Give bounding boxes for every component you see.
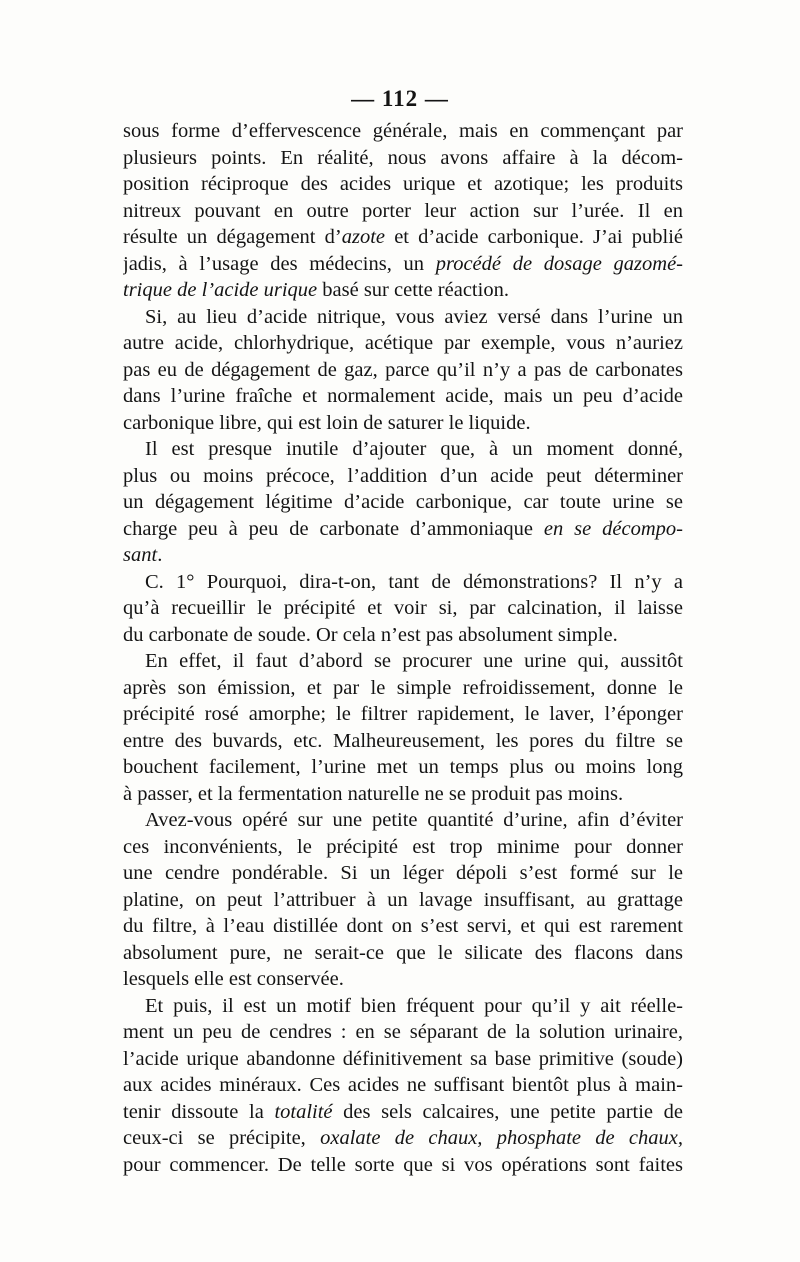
text-segment: charge peu à peu de carbonate d’ammoniaque xyxy=(123,517,544,540)
text-segment: qu’à recueillir le précipité et voir si, par calcination, il laisse xyxy=(123,597,683,619)
text-line xyxy=(123,754,683,781)
text-line xyxy=(123,1152,683,1179)
text-segment: à passer, et la fermentation naturelle ne se produit pas moins. xyxy=(123,782,624,805)
text-segment: position réciproque des acides urique et azotique; les produits xyxy=(123,173,683,195)
text-line xyxy=(123,966,683,993)
text-segment: absolument pure, ne serait-ce que le silicate des flacons dans xyxy=(123,941,683,964)
text-line xyxy=(123,1072,683,1099)
text-line xyxy=(123,516,683,543)
italic-text: en se décompo- xyxy=(543,517,683,540)
text-line xyxy=(123,940,683,967)
text-line xyxy=(123,171,683,198)
text-line xyxy=(123,357,683,384)
text-line xyxy=(123,569,683,596)
text-line xyxy=(123,807,683,834)
text-line xyxy=(123,781,683,808)
text-segment: l’acide urique abandonne définitivement sa base primitive (soude) xyxy=(123,1047,683,1070)
text-line xyxy=(123,913,683,940)
text-segment: nitreux pouvant en outre porter leur action sur l’urée. Il en xyxy=(123,199,683,222)
page-number: — 112 — xyxy=(351,86,449,111)
text-line xyxy=(123,1125,683,1152)
text-line xyxy=(123,198,683,225)
text-segment: Et puis, il est un motif bien fréquent pour qu’il y ait réelle- xyxy=(145,994,683,1017)
text-line xyxy=(123,728,683,755)
text-line xyxy=(123,118,683,145)
text-segment: entre des buvards, etc. Malheureusement, les pores du filtre se xyxy=(123,729,683,752)
text-segment: une cendre pondérable. Si un léger dépoli s’est formé sur le xyxy=(123,862,683,884)
text-line xyxy=(123,489,683,516)
text-segment: pour commencer. De telle sorte que si vos opérations sont faites xyxy=(123,1153,683,1176)
text-line xyxy=(123,675,683,702)
text-segment: aux acides minéraux. Ces acides ne suffisant bientôt plus à main- xyxy=(123,1074,683,1096)
text-segment: Si, au lieu d’acide nitrique, vous aviez versé dans l’urine un xyxy=(145,305,683,328)
text-line xyxy=(123,330,683,357)
text-line xyxy=(123,251,683,278)
text-line xyxy=(123,542,683,569)
text-segment: Il est presque inutile d’ajouter que, à un moment donné, xyxy=(145,438,683,460)
text-segment: lesquels elle est conservée. xyxy=(123,968,344,990)
text-line xyxy=(123,860,683,887)
text-line xyxy=(123,304,683,331)
text-segment: plusieurs points. En réalité, nous avons affaire à la décom- xyxy=(123,146,683,169)
text-segment: jadis, à l’usage des médecins, un xyxy=(123,252,436,275)
text-line xyxy=(123,993,683,1020)
italic-text: procédé de dosage gazomé- xyxy=(435,252,683,275)
body-text xyxy=(123,118,683,1178)
text-segment: un dégagement légitime d’acide carbonique, car toute urine se xyxy=(123,491,683,513)
text-segment: . xyxy=(157,544,163,566)
text-line xyxy=(123,1019,683,1046)
text-line xyxy=(123,887,683,914)
text-line xyxy=(123,224,683,251)
text-segment: dans l’urine fraîche et normalement acide, mais un peu d’acide xyxy=(123,385,683,407)
text-line xyxy=(123,834,683,861)
text-segment: résulte un dégagement d’ xyxy=(123,226,342,248)
text-segment: sous forme d’effervescence générale, mais en commençant par xyxy=(123,120,683,142)
text-line xyxy=(123,277,683,304)
text-segment: du filtre, à l’eau distillée dont on s’est servi, et qui est rarement xyxy=(123,915,683,937)
italic-text: oxalate de chaux, phosphate de chaux, xyxy=(320,1127,683,1149)
text-segment: platine, on peut l’attribuer à un lavage insuffisant, au grattage xyxy=(123,888,683,911)
text-segment: des sels calcaires, une petite partie de xyxy=(332,1100,683,1123)
text-segment: ceux-ci se précipite, xyxy=(123,1127,321,1149)
italic-text: azote xyxy=(341,226,386,248)
text-segment: ment un peu de cendres : en se séparant de la solution urinaire, xyxy=(123,1021,683,1043)
italic-text: totalité xyxy=(274,1100,333,1123)
text-segment: pas eu de dégagement de gaz, parce qu’il n’y a pas de carbonates xyxy=(123,358,683,381)
italic-text: trique de l’acide urique xyxy=(123,279,318,301)
text-segment: En effet, il faut d’abord se procurer une urine qui, aussitôt xyxy=(145,650,683,672)
text-segment: précipité rosé amorphe; le filtrer rapidement, le laver, l’éponger xyxy=(123,703,683,725)
text-line xyxy=(123,410,683,437)
text-line xyxy=(123,383,683,410)
text-segment: et d’acide carbonique. J’ai publié xyxy=(385,226,683,248)
text-segment: bouchent facilement, l’urine met un temps plus ou moins long xyxy=(123,756,683,778)
text-line xyxy=(123,463,683,490)
text-line xyxy=(123,648,683,675)
text-segment: Avez-vous opéré sur une petite quantité d’urine, afin d’éviter xyxy=(145,809,683,831)
text-segment: tenir dissoute la xyxy=(123,1100,275,1123)
text-line xyxy=(123,622,683,649)
text-line xyxy=(123,701,683,728)
text-line xyxy=(123,1046,683,1073)
text-segment: autre acide, chlorhydrique, acétique par exemple, vous n’auriez xyxy=(123,332,683,354)
text-segment: C. 1° Pourquoi, dira-t-on, tant de démonstrations? Il n’y a xyxy=(145,570,683,593)
text-segment: plus ou moins précoce, l’addition d’un acide peut déterminer xyxy=(123,464,683,487)
text-segment: basé sur cette réaction. xyxy=(317,279,509,301)
text-segment: du carbonate de soude. Or cela n’est pas absolument simple. xyxy=(123,623,618,646)
italic-text: sant xyxy=(123,544,158,566)
text-line xyxy=(123,595,683,622)
text-segment: après son émission, et par le simple refroidissement, donne le xyxy=(123,676,683,699)
text-segment: ces inconvénients, le précipité est trop minime pour donner xyxy=(123,835,683,858)
text-line xyxy=(123,1099,683,1126)
text-line xyxy=(123,145,683,172)
text-segment: carbonique libre, qui est loin de saturer le liquide. xyxy=(123,411,531,434)
text-line xyxy=(123,436,683,463)
